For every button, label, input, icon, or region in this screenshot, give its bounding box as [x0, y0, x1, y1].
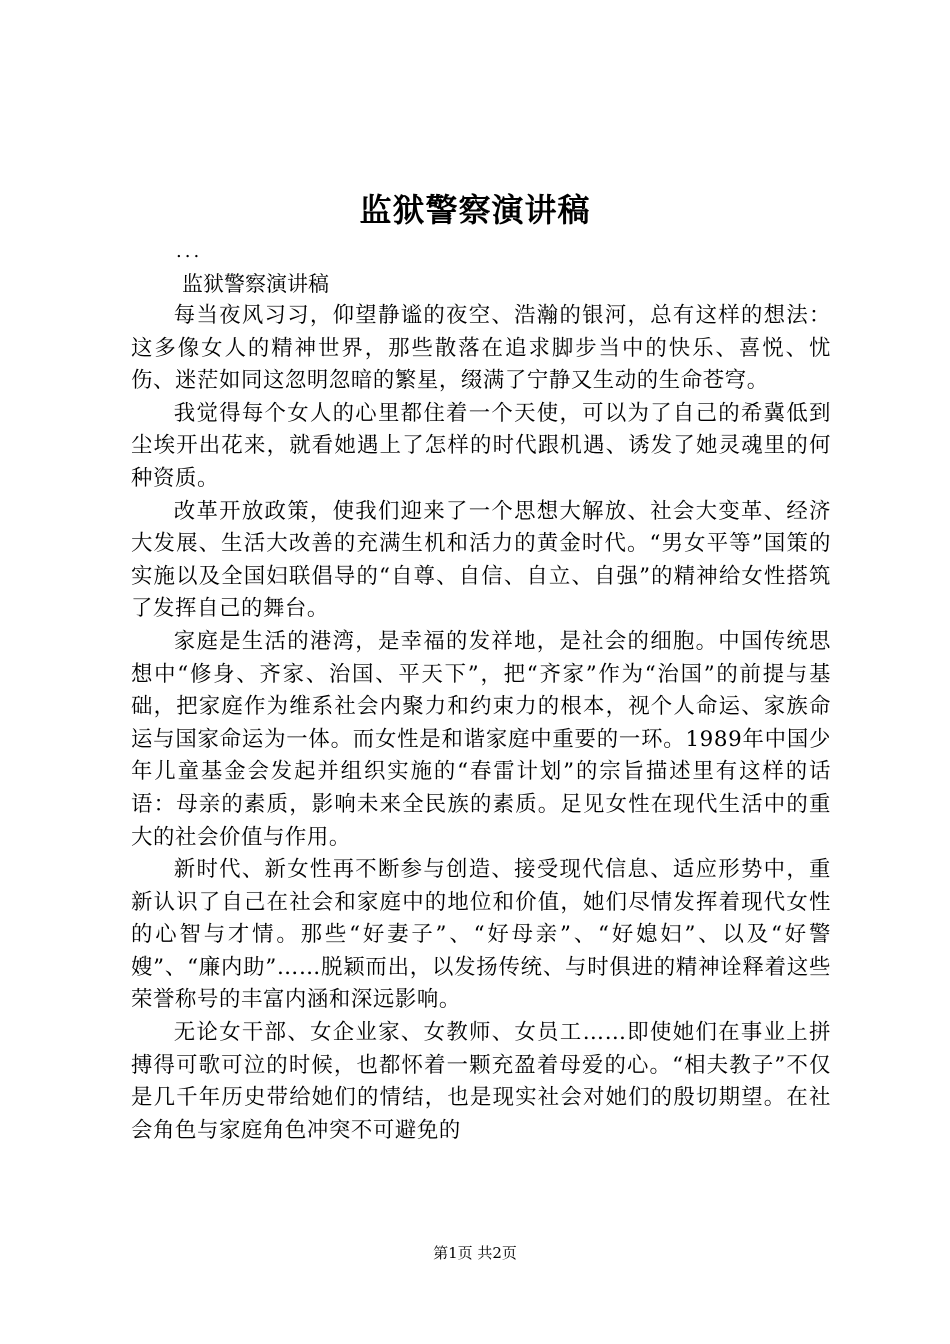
paragraph-5: 新时代、新女性再不断参与创造、接受现代信息、适应形势中，重新认识了自己在社会和家庭中的地位和价值，她们尽情发挥着现代女性的心智与才情。那些“好妻子”、“好母亲”、“好媳妇”、以及“好警嫂”、“廉内助”……脱颖而出，以发扬传统、与时俱进的精神诠释着这些荣誉称号的丰富内涵和深远影响。 [131, 857, 831, 1013]
paragraph-4: 家庭是生活的港湾，是幸福的发祥地，是社会的细胞。中国传统思想中“修身、齐家、治国、平天下”，把“齐家”作为“治国”的前提与基础，把家庭作为维系社会内聚力和约束力的根本，视个人命运、家族命运与国家命运为一体。而女性是和谐家庭中重要的一环。1989年中国少年儿童基金会发起并组织实施的“春雷计划”的宗旨描述里有这样的话语：母亲的素质，影响未来全民族的素质。足见女性在现代生活中的重大的社会价值与作用。 [131, 628, 831, 850]
document-body [131, 300, 831, 1147]
paragraph-2: 我觉得每个女人的心里都住着一个天使，可以为了自己的希冀低到尘埃开出花来，就看她遇上了怎样的时代跟机遇、诱发了她灵魂里的何种资质。 [131, 400, 831, 491]
paragraph-6: 无论女干部、女企业家、女教师、女员工……即使她们在事业上拼搏得可歌可泣的时候，也都怀着一颗充盈着母爱的心。“相夫教子”不仅是几千年历史带给她们的情结，也是现实社会对她们的殷切期望。在社会角色与家庭角色冲突不可避免的 [131, 1020, 831, 1143]
page-footer: 第1页 共2页 [433, 1244, 517, 1262]
paragraph-3: 改革开放政策，使我们迎来了一个思想大解放、社会大变革、经济大发展、生活大改善的充满生机和活力的黄金时代。“男女平等”国策的实施以及全国妇联倡导的“自尊、自信、自立、自强”的精神给女性搭筑了发挥自己的舞台。 [131, 498, 831, 622]
paragraph-1: 每当夜风习习，仰望静谧的夜空、浩瀚的银河，总有这样的想法：这多像女人的精神世界，那些散落在追求脚步当中的快乐、喜悦、忧伤、迷茫如同这忽明忽暗的繁星，缀满了宁静又生动的生命苍穹。 [131, 303, 831, 394]
document-title: 监狱警察演讲稿 [359, 191, 591, 229]
ellipsis-mark: ... [176, 241, 203, 262]
document-subtitle: 监狱警察演讲稿 [182, 272, 329, 296]
